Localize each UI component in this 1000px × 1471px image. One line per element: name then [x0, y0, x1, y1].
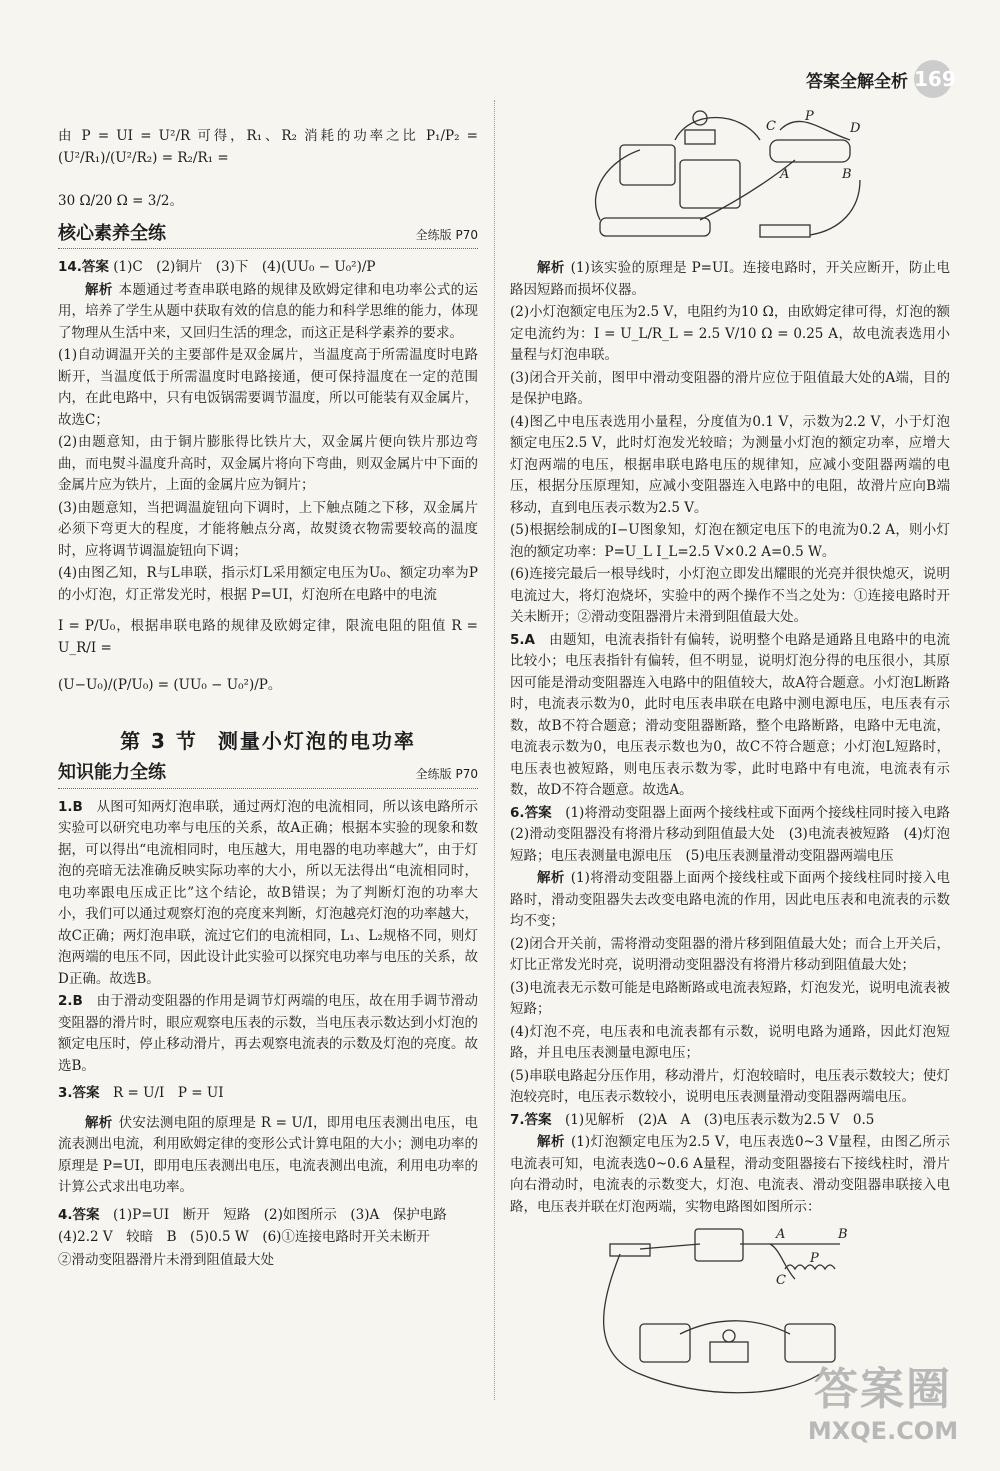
ammeter-icon	[620, 145, 675, 185]
section-core-practice	[58, 223, 478, 250]
q4-analysis-4: (4)图乙中电压表选用小量程，分度值为0.1 V，示数为2.2 V，小于灯泡额定电压2.5 V，此时灯泡发光较暗；为测量小灯泡的额定功率，应增大灯泡两端的电压，根据串联电路电压的规律知，应减小变阻器两端的电压，根据分压原理知，应减小变阻器连入电路中的电阻，故滑片应向B端移动，直到电压表示数为2.5 V。	[510, 413, 950, 516]
q4-analysis-1: 解析 (1)该实验的原理是 P=UI。连接电路时，开关应断开，防止电路因短路而损坏仪器。	[510, 260, 950, 298]
q6-analysis-3: (3)电流表无示数可能是电路断路或电流表短路，灯泡发光，说明电流表被短路；	[510, 979, 950, 1017]
q14-answer: 14.答案 (1)C (2)铜片 (3)下 (4)(UU₀ − U₀²)/P	[58, 259, 376, 275]
q14-analysis-1: (1)自动调温开关的主要部件是双金属片，当温度高于所需温度时电路断开，当温度低于所需温度时电路接通，便可保持温度在一定的范围内，在此电路中，只有电饭锅需要调节温度，所以可能装有双金属片，故选C；	[58, 347, 478, 428]
voltmeter-icon	[680, 160, 740, 208]
q4-analysis-6: (6)连接完最后一根导线时，小灯泡立即发出耀眼的光亮并很快熄灭，说明电流过大，将灯泡烧坏，实验中的两个操作不当之处为：①连接电路时开关未断开；②滑动变阻器滑片未滑到阻值最大处。	[510, 566, 950, 625]
wire	[680, 1321, 790, 1334]
q14-analysis-3: (3)由题意知，当把调温旋钮向下调时，上下触点随之下移，双金属片必须下弯更大的程度，才能将触点分离，故熨烫衣物需要较高的温度时，应将调节调温旋钮向下调；	[58, 499, 478, 559]
wire	[780, 121, 850, 140]
formula-power-ratio: 由 P = UI = U²/R 可得，R₁、R₂ 消耗的功率之比 P₁/P₂ = (U²/R₁)/(U²/R₂) = R₂/R₁ =	[58, 128, 478, 166]
q4-answer-2: (4)2.2 V 较暗 B (5)0.5 W (6)①连接电路时开关未断开	[58, 1229, 430, 1245]
q6-analysis-1: 解析 (1)将滑动变阻器上面两个接线柱或下面两个接线柱同时接入电路时，滑动变阻器失去改变电路电流的作用，因此电压表和电流表的示数均不变；	[510, 870, 951, 929]
q7-analysis: 解析 (1)灯泡额定电压为2.5 V，电压表选0~3 V量程，由图乙所示电流表可知，电流表选0~0.6 A量程，滑动变阻器接右下接线柱时，滑片向右滑动时，电流表的示数变大，灯泡、电流表、滑动变阻器串联接入电路，电压表并联在灯泡两端，实物电路图如图所示：	[510, 1134, 951, 1215]
q14-analysis-4: (4)由图乙知，R与L串联，指示灯L采用额定电压为U₀、额定功率为P的小灯泡，灯正常发光时，根据 P=UI，灯泡所在电路中的电流	[58, 565, 478, 603]
q6-analysis-2: (2)闭合开关前，需将滑动变阻器的滑片移到阻值最大处；而合上开关后，灯比正常发光时亮，说明滑动变阻器没有将滑片移动到阻值最大处；	[510, 935, 950, 973]
right-column	[510, 100, 964, 1412]
lamp-base-icon	[685, 130, 715, 144]
label-c: C	[776, 1273, 786, 1288]
header-title: 答案全解全析	[806, 71, 908, 92]
circuit-figure-1	[580, 100, 880, 250]
q7-answer: 7.答案 (1)见解析 (2)A A (3)电压表示数为2.5 V 0.5	[510, 1111, 875, 1128]
q4-analysis-3: (3)闭合开关前，图甲中滑动变阻器的滑片应位于阻值最大处的A端，目的是保护电路。	[510, 369, 950, 407]
q3-answer: 3.答案 R = U/I P = UI	[58, 1085, 224, 1101]
section-ref: 全练版 P70	[415, 227, 478, 242]
column-divider	[494, 100, 496, 1400]
label-p: P	[810, 1251, 819, 1266]
q14-formula-resistance: (U−U₀)/(P/U₀) = (UU₀ − U₀²)/P。	[58, 677, 282, 693]
watermark-logo: 答案圈 MXQE.COM	[807, 1364, 959, 1445]
chapter-heading: 第 3 节 测量小灯泡的电功率	[120, 728, 416, 753]
q4-analysis-5: (5)根据绘制成的I−U图象知，灯泡在额定电压下的电流为0.2 A，则小灯泡的额定功率：P=U_L I_L=2.5 V×0.2 A=0.5 W。	[510, 522, 950, 560]
page-number: 169	[914, 60, 952, 98]
left-column	[58, 100, 478, 1272]
q14-analysis-2: (2)由题意知，由于铜片膨胀得比铁片大，双金属片便向铁片那边弯曲，而电熨斗温度升高时，双金属片将向下弯曲，则双金属片中下面的金属片应为铁片，上面的金属片应为铜片；	[58, 434, 478, 493]
q3-analysis: 解析 伏安法测电阻的原理是 R = U/I，即用电压表测出电压，电流表测出电流，利用欧姆定律的变形公式计算电阻的大小；测电功率的原理是 P=UI，即用电压表测出电压，电流表测出电流，利用电功率的计算公式求出电功率。	[58, 1114, 479, 1195]
q4-analysis-2: (2)小灯泡额定电压为2.5 V，电阻约为10 Ω，由欧姆定律可得，灯泡的额定电流约为：I = U_L/R_L = 2.5 V/10 Ω = 0.25 A，故电流表选用小量程与灯泡串联。	[510, 304, 950, 363]
wire	[675, 118, 760, 141]
wire	[810, 180, 860, 235]
q4-answer-3: ②滑动变阻器滑片未滑到阻值最大处	[58, 1251, 274, 1268]
label-d: D	[850, 121, 861, 136]
q14-analysis-intro: 解析 本题通过考查串联电路的规律及欧姆定律和电功率公式的运用，培养了学生从题中获取有效的信息的能力和科学思维的能力，体现了物理从生活中来，又回归生活的理念，而这正是科学素养的要求。	[58, 281, 479, 341]
label-a: A	[780, 167, 790, 182]
q6-analysis-5: (5)串联电路起分压作用，移动滑片，灯泡较暗时，电压表示数较大；使灯泡较亮时，电压表示数较小，说明电压表测量滑动变阻器两端电压。	[510, 1067, 950, 1105]
q1-answer: 1.B 从图可知两灯泡串联，通过两灯泡的电流相同，所以该电路所示实验可以研究电功率与电压的关系，故A正确；根据本实验的现象和数据，可以得出“电流相同时，电压越大，用电器的电功率越大”，由于灯泡的亮暗无法准确反映实际功率的大小，所以无法得出“电流相同时，电功率跟电压成正比”这个结论，故B错误；为了判断灯泡的功率大小，我们可以通过观察灯泡的亮度来判断，灯泡越亮灯泡的功率越大，故C正确；两灯泡串联，流过它们的电流相同，L₁、L₂规格不同，则灯泡两端的电压不同，因此设计此实验可以探究电功率与电压的关系，故D正确。故选B。	[58, 798, 479, 987]
voltmeter-icon	[640, 1324, 690, 1362]
label-b: B	[842, 167, 852, 182]
formula-power-ratio-result: 30 Ω/20 Ω = 3/2。	[58, 193, 183, 209]
section-knowledge-practice	[58, 762, 478, 789]
switch-icon	[760, 225, 810, 237]
label-b: B	[838, 1227, 848, 1242]
lamp-bulb-icon	[723, 1330, 735, 1342]
q4-answer: 4.答案 (1)P=UI 断开 短路 (2)如图所示 (3)A 保护电路	[58, 1206, 447, 1223]
section-ref: 全练版 P70	[415, 767, 478, 781]
rheostat-icon	[770, 140, 850, 162]
q2-answer: 2.B 由于滑动变阻器的作用是调节灯两端的电压，故在用手调节滑动变阻器的滑片时，眼应观察电压表的示数，当电压表示数达到小灯泡的额定电压时，停止移动滑片，再去观察电流表的示数及灯泡的亮度。故选B。	[58, 993, 479, 1074]
switch-icon	[610, 1244, 650, 1256]
battery-icon	[600, 218, 710, 236]
section-title: 核心素养全练	[58, 222, 166, 244]
q6-answer: 6.答案 (1)将滑动变阻器上面两个接线柱或下面两个接线柱同时接入电路 (2)滑动变阻器没有将滑片移动到阻值最大处 (3)电流表被短路 (4)灯泡短路；电压表测量电源电压 (5)电压表测量滑动变阻器两端电压	[510, 804, 964, 864]
battery-icon	[695, 1229, 743, 1261]
label-p: P	[805, 109, 814, 124]
wire	[640, 1244, 700, 1249]
lamp-icon	[710, 1342, 748, 1362]
label-a: A	[776, 1227, 786, 1242]
q14-formula-current: I = P/U₀，根据串联电路的规律及欧姆定律，限流电阻的阻值 R = U_R/I =	[58, 618, 478, 656]
label-c: C	[766, 119, 776, 134]
q5-answer: 5.A 由题知，电流表指针有偏转，说明整个电路是通路且电路中的电流比较小；电压表指针有偏转，但不明显，说明灯泡分得的电压很小，其原因可能是滑动变阻器连入电路中的阻值较大，故A符合题意。小灯泡L断路时，电流表示数为0，此时电压表串联在电路中测电源电压，电压表有示数，故B不符合题意；滑动变阻器断路，整个电路断路，电路中无电流，电流表示数为0，电压表示数也为0，故C不符合题意；小灯泡L短路时，电压表也被短路，则电压表示数为零，此时电路中有电流，电流表有示数，故D不符合题意。故选A。	[510, 631, 951, 798]
section-title: 知识能力全练	[58, 762, 166, 783]
page-header	[806, 60, 956, 98]
wire	[740, 1244, 795, 1279]
q6-analysis-4: (4)灯泡不亮，电压表和电流表都有示数，说明电路为通路，因此灯泡短路，并且电压表测量电源电压；	[510, 1023, 950, 1061]
